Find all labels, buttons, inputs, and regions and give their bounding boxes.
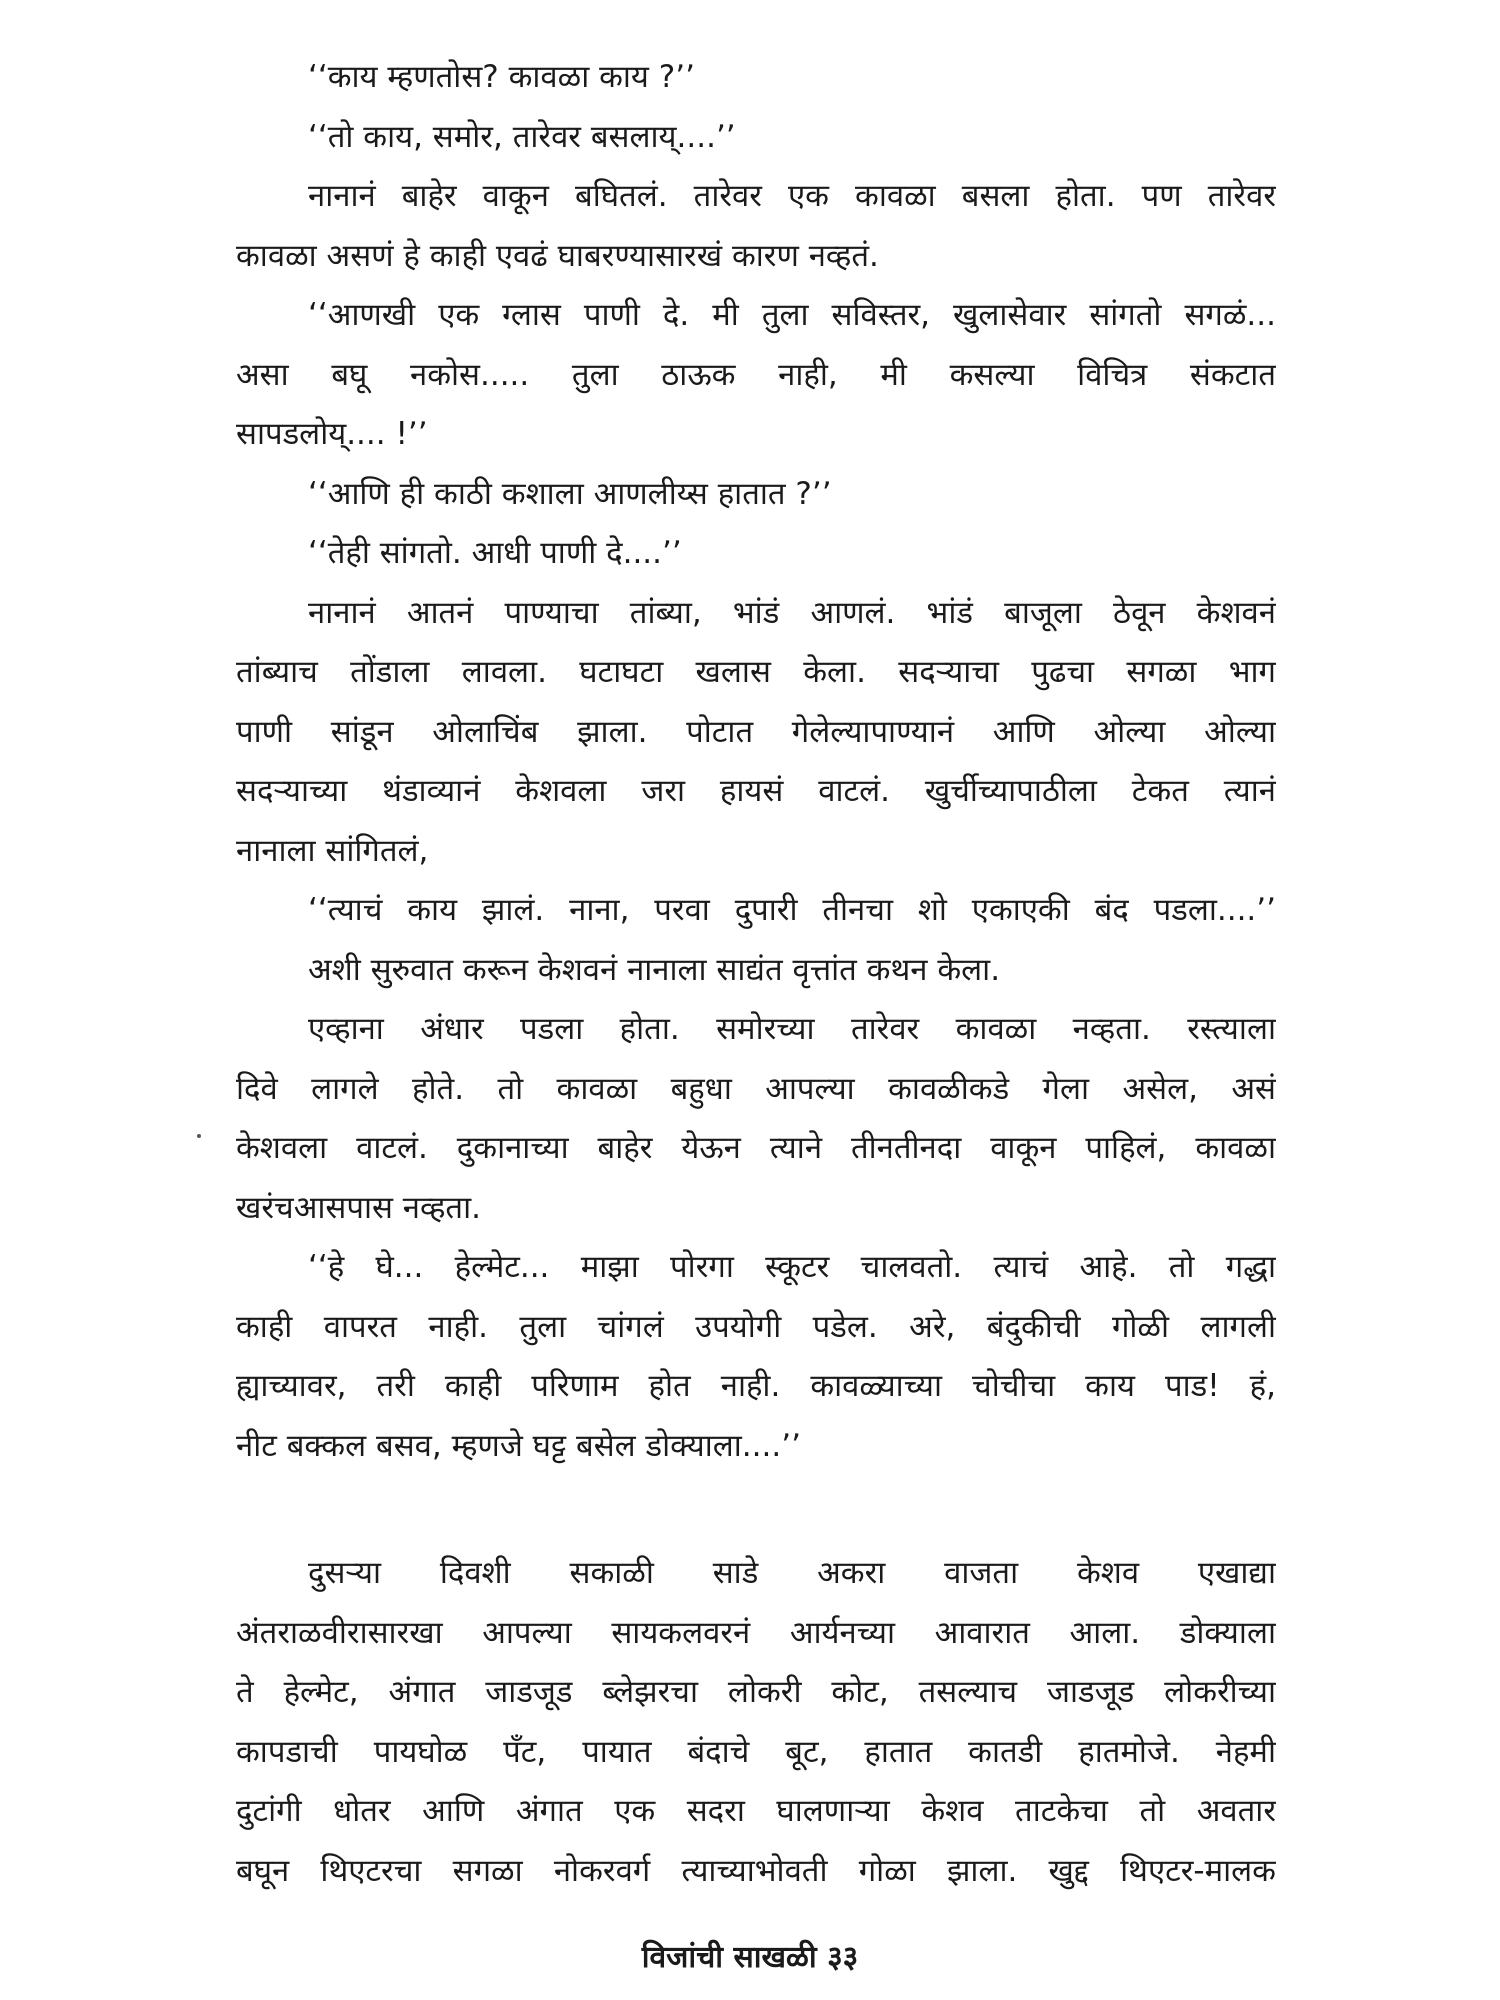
text-line: काही वापरत नाही. तुला चांगलं उपयोगी पडेल. अरे, बंदुकीची गोळी लागली xyxy=(236,1308,1276,1345)
text-line: पाणी सांडून ओलाचिंब झाला. पोटात गेलेल्यापाण्यानं आणि ओल्या ओल्या xyxy=(236,713,1276,750)
text-line: ‘‘हे घे... हेल्मेट... माझा पोरगा स्कूटर चालवतो. त्याचं आहे. तो गद्धा xyxy=(308,1249,1276,1285)
text-line: बघून थिएटरचा सगळा नोकरवर्ग त्याच्याभोवती गोळा झाला. खुद्द थिएटर-मालक xyxy=(236,1852,1276,1889)
text-line: ‘‘तेही सांगतो. आधी पाणी दे....’’ xyxy=(308,535,682,571)
section-break xyxy=(236,1476,1276,1544)
text-line: तांब्याच तोंडाला लावला. घटाघटा खलास केला. सदऱ्याचा पुढचा सगळा भाग xyxy=(236,654,1276,690)
text-line: असा बघू नकोस..... तुला ठाऊक नाही, मी कसल्या विचित्र संकटात xyxy=(236,356,1276,393)
text-line: ह्याच्यावर, तरी काही परिणाम होत नाही. कावळ्याच्या चोचीचा काय पाड! हं, xyxy=(236,1368,1276,1404)
page-footer: विजांची साखळी ३३ xyxy=(641,1940,859,1975)
text-line: नीट बक्कल बसव, म्हणजे घट्ट बसेल डोक्याला....’’ xyxy=(236,1427,801,1464)
body-text xyxy=(236,48,1276,1901)
text-line: ते हेल्मेट, अंगात जाडजूड ब्लेझरचा लोकरी कोट, तसल्याच जाडजूड लोकरीच्या xyxy=(236,1674,1276,1710)
text-line: ‘‘त्याचं काय झालं. नाना, परवा दुपारी तीनचा शो एकाएकी बंद पडला....’’ xyxy=(308,892,1276,928)
text-line: खरंचआसपास नव्हता. xyxy=(236,1189,481,1226)
text-line: केशवला वाटलं. दुकानाच्या बाहेर येऊन त्याने तीनतीनदा वाकून पाहिलं, कावळा xyxy=(236,1130,1276,1166)
text-line: नानाला सांगितलं, xyxy=(236,832,429,869)
text-line: ‘‘काय म्हणतोस? कावळा काय ?’’ xyxy=(308,59,695,95)
text-line: सदऱ्याच्या थंडाव्यानं केशवला जरा हायसं वाटलं. खुर्चीच्यापाठीला टेकत त्यानं xyxy=(236,773,1276,809)
text-line: सापडलोय्.... !’’ xyxy=(236,416,428,452)
text-line: एव्हाना अंधार पडला होता. समोरच्या तारेवर कावळा नव्हता. रस्त्याला xyxy=(308,1011,1276,1047)
text-line: अशी सुरुवात करून केशवनं नानाला साद्यंत वृत्तांत कथन केला. xyxy=(308,951,1001,988)
text-line: नानानं आतनं पाण्याचा तांब्या, भांडं आणलं. भांडं बाजूला ठेवून केशवनं xyxy=(308,594,1276,631)
text-line: दुटांगी धोतर आणि अंगात एक सदरा घालणाऱ्या केशव ताटकेचा तो अवतार xyxy=(236,1793,1276,1829)
text-line: ‘‘आणि ही काठी कशाला आणलीय्स हातात ?’’ xyxy=(308,475,832,512)
text-line: अंतराळवीरासारखा आपल्या सायकलवरनं आर्यनच्या आवारात आला. डोक्याला xyxy=(236,1614,1276,1651)
scan-speck xyxy=(197,1134,201,1138)
text-line: कावळा असणं हे काही एवढं घाबरण्यासारखं कारण नव्हतं. xyxy=(236,237,879,274)
text-line: दिवे लागले होते. तो कावळा बहुधा आपल्या कावळीकडे गेला असेल, असं xyxy=(236,1070,1276,1107)
text-line: दुसऱ्या दिवशी सकाळी साडे अकरा वाजता केशव एखाद्या xyxy=(308,1555,1276,1591)
text-line: कापडाची पायघोळ पँट, पायात बंदाचे बूट, हातात कातडी हातमोजे. नेहमी xyxy=(236,1733,1276,1770)
text-line: नानानं बाहेर वाकून बघितलं. तारेवर एक कावळा बसला होता. पण तारेवर xyxy=(308,178,1276,214)
text-line: ‘‘तो काय, समोर, तारेवर बसलाय्....’’ xyxy=(308,118,736,155)
text-line: ‘‘आणखी एक ग्लास पाणी दे. मी तुला सविस्तर, खुलासेवार सांगतो सगळं... xyxy=(308,297,1276,333)
